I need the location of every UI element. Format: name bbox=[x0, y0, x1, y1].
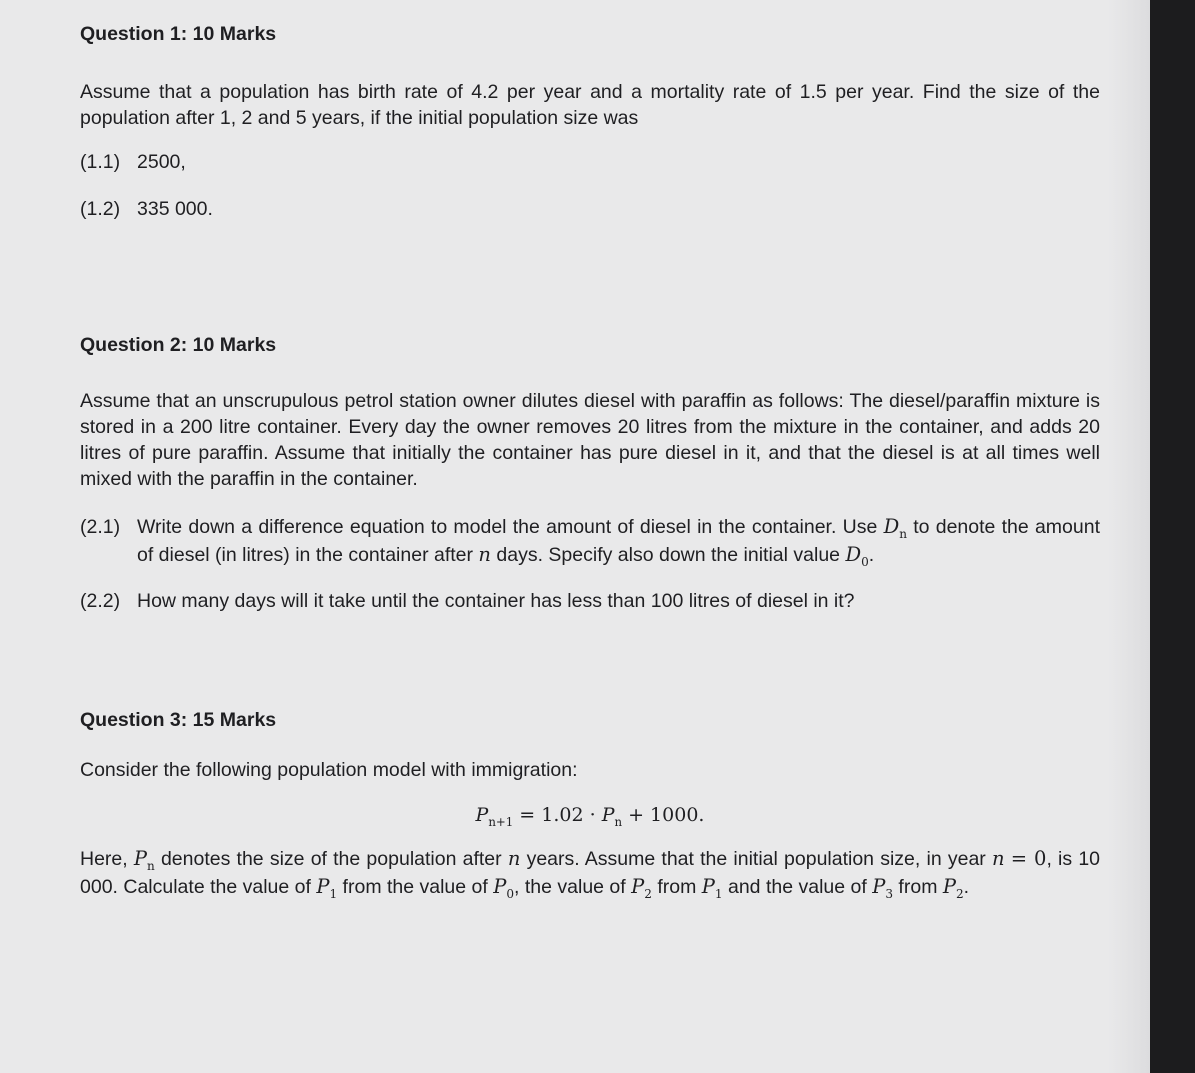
question-1-text: Assume that a population has birth rate of 4.2 per year and a mortality rate of 1.5 per year. Find the size of the population after 1, 2 and 5 years, if the initial population size was bbox=[80, 81, 1100, 130]
item-number: (1.1) bbox=[80, 151, 121, 174]
page-edge bbox=[1108, 0, 1150, 1073]
population-equation: $P_{n+1} = 1.02 \cdot P_n + 1000$. bbox=[475, 803, 705, 829]
question-1-title: Question 1: 10 Marks bbox=[80, 23, 277, 45]
item-text: How many days will it take until the container has less than 100 litres of diesel in it? bbox=[137, 590, 855, 613]
question-3-text: Consider the following population model with immigration: bbox=[80, 758, 578, 781]
math-d-0: $D_0$ bbox=[845, 543, 869, 570]
item-number: (1.2) bbox=[80, 197, 121, 220]
item-number: (2.1) bbox=[80, 516, 121, 539]
question-2-item-1 bbox=[80, 514, 1100, 570]
question-2-item-2 bbox=[80, 588, 1100, 614]
question-3-title: Question 3: 15 Marks bbox=[80, 708, 277, 731]
math-n: n bbox=[478, 543, 491, 567]
question-1-item-1 bbox=[80, 149, 1100, 175]
item-text: 2500, bbox=[137, 151, 186, 174]
question-2-title: Question 2: 10 Marks bbox=[80, 333, 277, 356]
math-d-n: $D_n$ bbox=[883, 515, 907, 542]
question-3-instructions: Here, $P_n$ denotes the size of the population after n years. Assume that the initial population size, in year n = 0, is 10 000. Calculate the value of $P_1$ from the value of $P_0$, the value of $P_2$ from $P_1$ and the value of $P_3$ from $P_2$. bbox=[80, 847, 1101, 902]
item-number: (2.2) bbox=[80, 590, 121, 613]
item-text: Write down a difference equation to model the amount of diesel in the container. Use $D_n$ to denote the amount of diesel (in litres) in the container after n days. Specify also down the initial value $D_0$. bbox=[137, 515, 1100, 570]
question-1-item-2 bbox=[80, 196, 1100, 222]
question-2-text: Assume that an unscrupulous petrol station owner dilutes diesel with paraffin as follows: The diesel/paraffin mixture is stored in a 200 litre container. Every day the owner removes 20 litres from the mixture in the container, and adds 20 litres of pure paraffin. Assume that initially the container has pure diesel in it, and that the diesel is at all times well mixed with the paraffin in the container. bbox=[80, 389, 1100, 491]
item-text: 335 000. bbox=[137, 197, 213, 220]
